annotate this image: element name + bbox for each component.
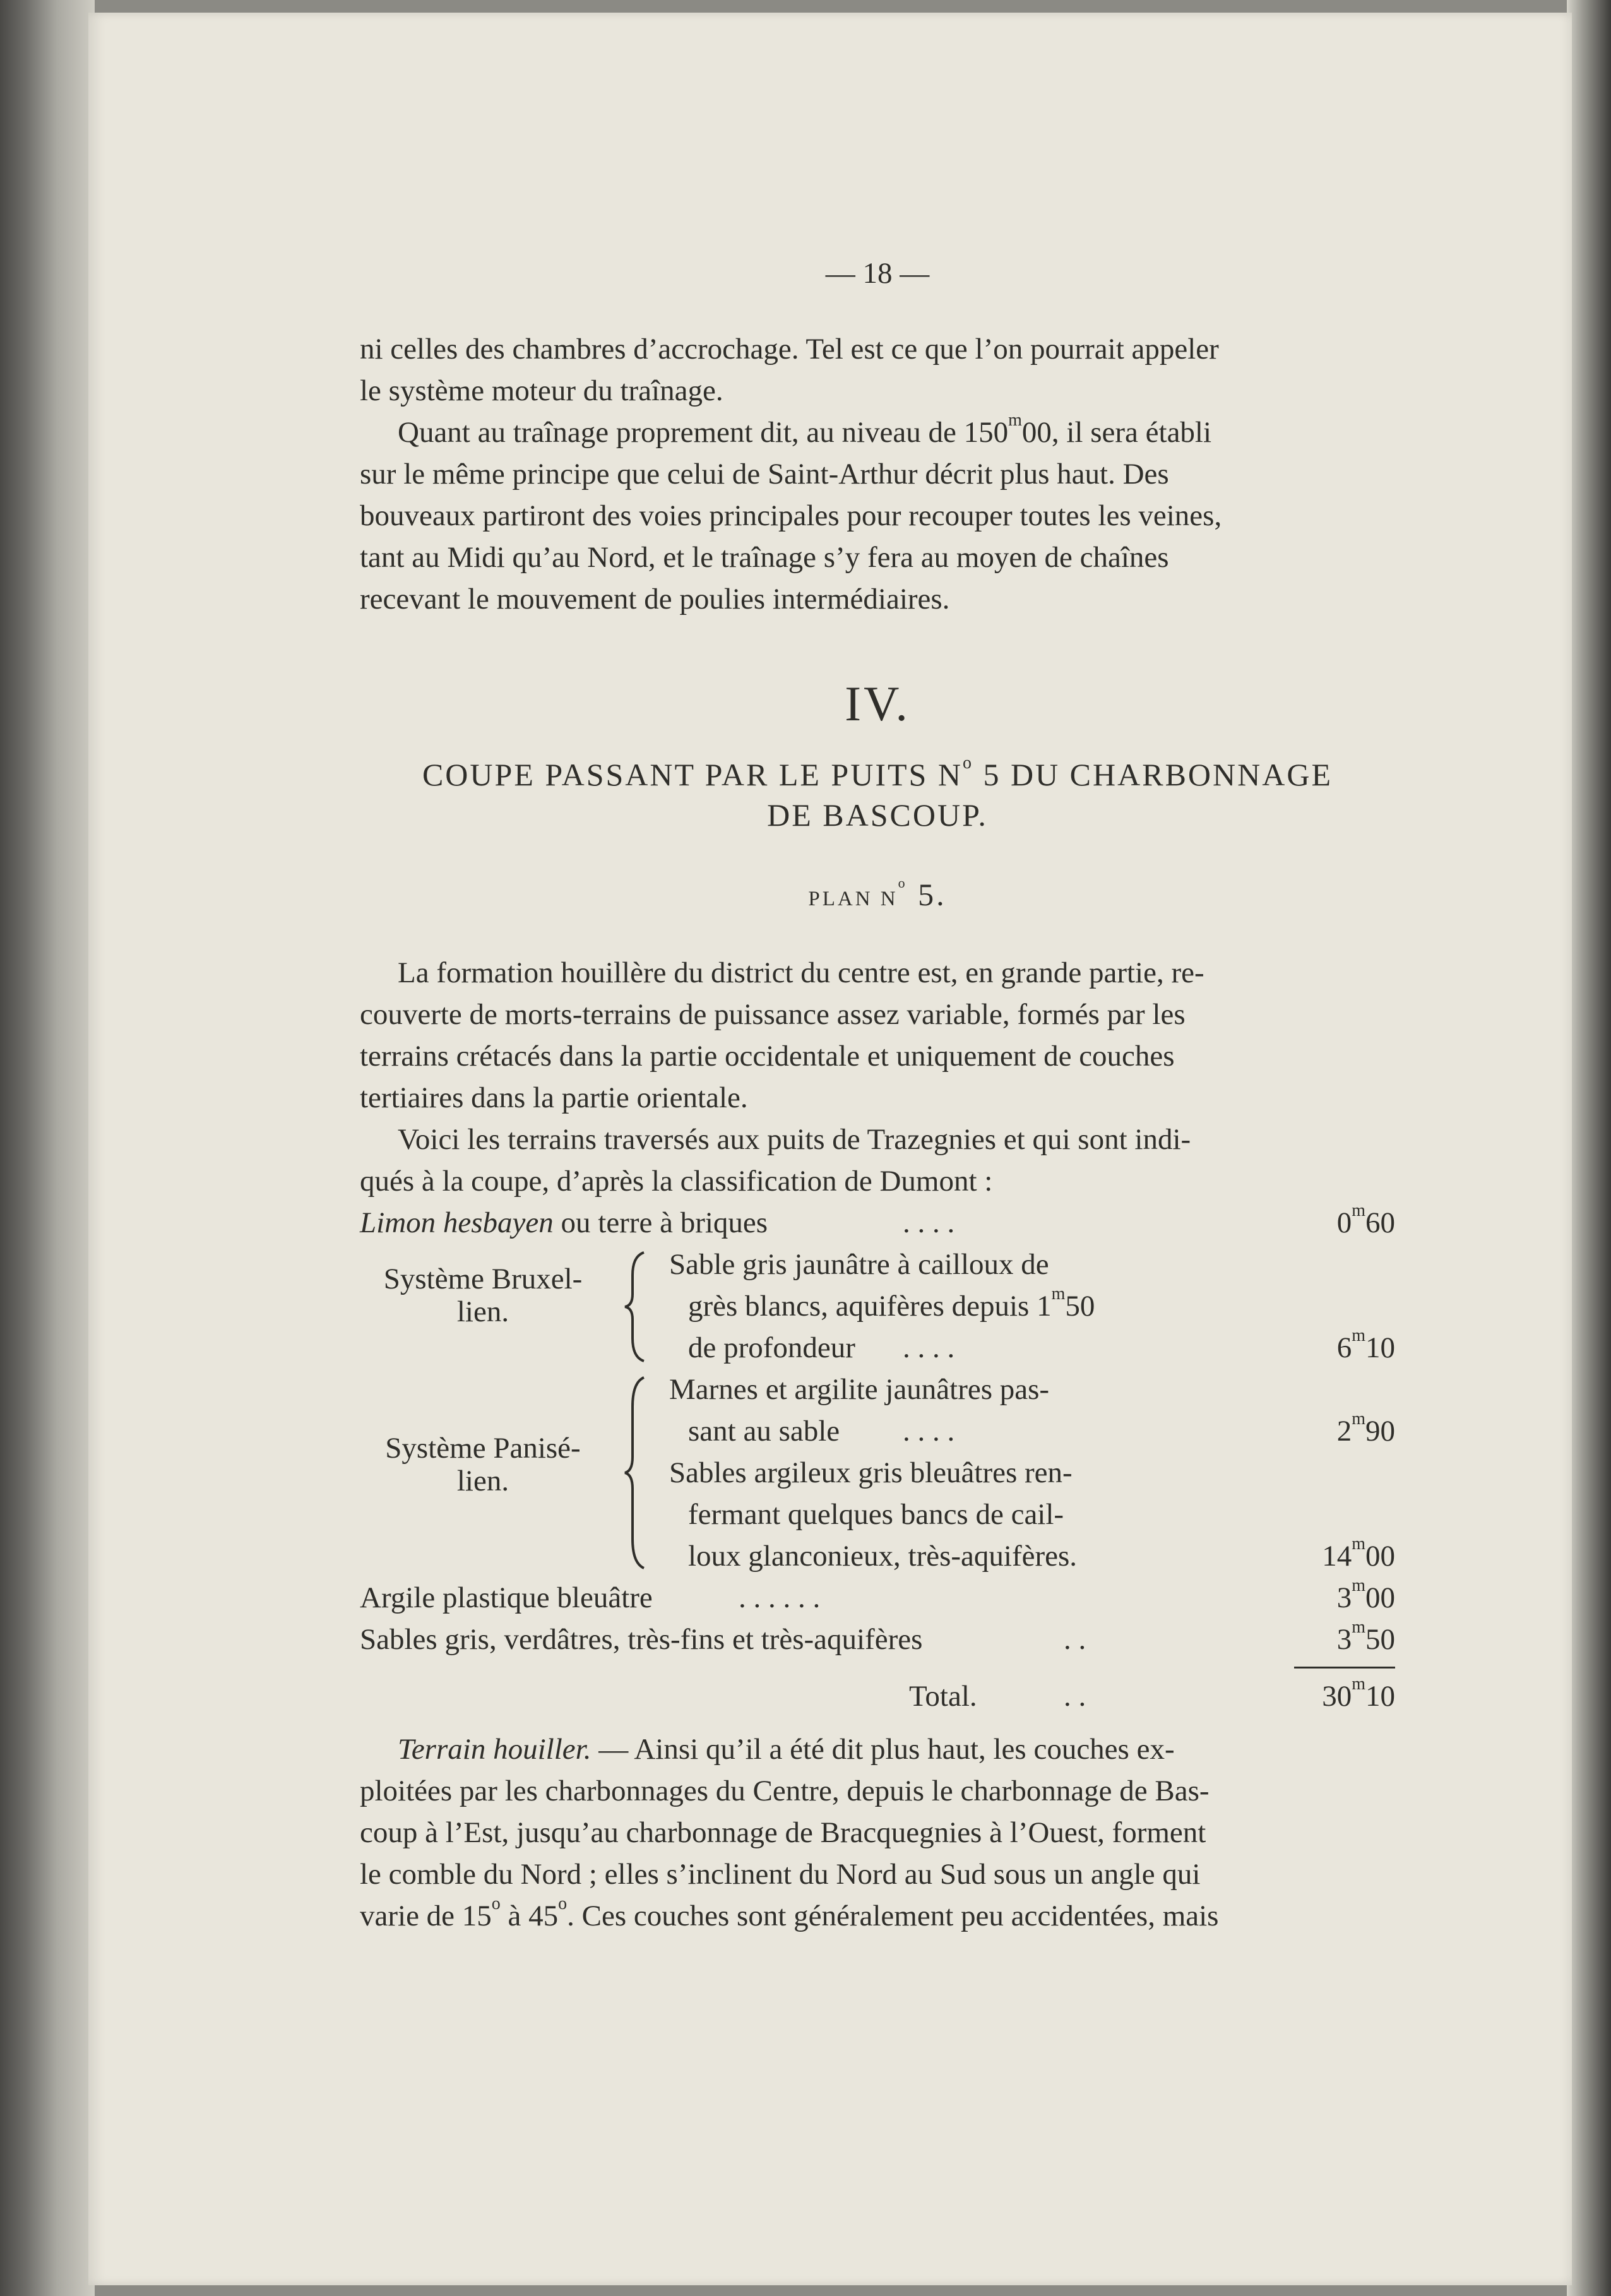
text-span: 0 — [1336, 1206, 1352, 1239]
text-line: tant au Midi qu’au Nord, et le traînage s’y fera au moyen de chaînes — [360, 541, 1169, 574]
paragraph-1 — [360, 328, 1395, 412]
text-span: lien. — [456, 1295, 509, 1328]
strata-desc-line: Sables argileux gris bleuâtres ren- — [669, 1456, 1073, 1489]
superscript: m — [1352, 1409, 1365, 1429]
page-number — [360, 253, 1395, 294]
strata-table — [360, 1202, 1395, 1720]
text-span: varie de 15 — [360, 1900, 492, 1932]
strata-value — [1337, 1327, 1395, 1369]
brace-icon — [619, 1375, 657, 1571]
text-line: le système moteur du traînage. — [360, 374, 723, 407]
text-span: à 45 — [500, 1900, 559, 1932]
text-span: Système Bruxel- — [383, 1263, 583, 1295]
leader-dots: . . . . . . — [739, 1581, 821, 1614]
strata-group-bruxellien — [360, 1244, 1395, 1369]
text-span: — Ainsi qu’il a été dit plus haut, les couches ex- — [591, 1733, 1175, 1766]
strata-row-limon — [360, 1202, 1395, 1244]
strata-desc-line — [688, 1327, 855, 1369]
strata-value — [1337, 1619, 1395, 1660]
section-title — [360, 754, 1395, 835]
strata-desc-line — [688, 1285, 1095, 1327]
text-span: lien. — [456, 1465, 509, 1497]
text-span: Limon hesbayen — [360, 1206, 554, 1239]
strata-value — [1322, 1675, 1395, 1717]
text-line: le comble du Nord ; elles s’inclinent du Nord au Sud sous un angle qui — [360, 1858, 1201, 1891]
text-span: 30 — [1322, 1680, 1352, 1713]
strata-desc-line: fermant quelques bancs de cail- — [688, 1498, 1064, 1531]
text-span: 50 — [1365, 1623, 1395, 1656]
leader-dots: . . . . — [903, 1331, 955, 1364]
text-line: couverte de morts-terrains de puissance assez variable, formés par les — [360, 998, 1186, 1031]
strata-row-total — [360, 1675, 1395, 1717]
strata-desc-line: sant au sable — [688, 1415, 840, 1448]
superscript: m — [1352, 1201, 1365, 1220]
text-line: recevant le mouvement de poulies intermédiaires. — [360, 583, 950, 616]
section-title-line-1 — [360, 754, 1395, 795]
superscript: o — [558, 1894, 568, 1913]
text-span: ou terre à briques — [553, 1206, 768, 1239]
text-line: terrains crétacés dans la partie occidentale et uniquement de couches — [360, 1040, 1175, 1073]
text-span: Système Panisé- — [385, 1432, 581, 1465]
superscript: m — [1352, 1617, 1365, 1637]
text-line: tertiaires dans la partie orientale. — [360, 1081, 748, 1114]
strata-desc-line: loux glanconieux, très-aquifères. — [688, 1540, 1078, 1573]
superscript: o — [962, 753, 973, 773]
book-edge-right — [1567, 0, 1611, 2296]
text-span: Terrain houiller. — [398, 1733, 591, 1766]
text-line — [360, 1728, 1395, 1770]
book-binding-left — [0, 0, 95, 2296]
text-span: 10 — [1365, 1331, 1395, 1364]
strata-value — [1337, 1577, 1395, 1619]
text-span: 6 — [1336, 1331, 1352, 1364]
strata-group-paniselien — [360, 1369, 1395, 1577]
text-line: coup à l’Est, jusqu’au charbonnage de Bracquegnies à l’Ouest, forment — [360, 1816, 1206, 1849]
superscript: m — [1051, 1284, 1066, 1304]
superscript: m — [1352, 1534, 1365, 1554]
text-span: 2 — [1336, 1415, 1352, 1448]
paragraph-5 — [360, 1728, 1395, 1937]
text-span: 5. — [907, 877, 947, 912]
text-line: Voici les terrains traversés aux puits de Trazegnies et qui sont indi- — [398, 1123, 1191, 1156]
text-span: Argile plastique bleuâtre — [360, 1581, 653, 1614]
paragraph-4 — [360, 1119, 1395, 1202]
section-number: IV. — [845, 676, 910, 731]
strata-desc-line: Marnes et argilite jaunâtres pas- — [669, 1373, 1050, 1406]
strata-value — [1337, 1410, 1395, 1452]
strata-row-sables — [360, 1619, 1395, 1660]
superscript: m — [1352, 1326, 1365, 1345]
leader-dots: . . . . — [903, 1206, 955, 1239]
text-span: 3 — [1336, 1623, 1352, 1656]
text-span: COUPE PASSANT PAR LE PUITS N — [422, 757, 963, 792]
text-span: 90 — [1365, 1415, 1395, 1448]
strata-value — [1337, 1202, 1395, 1244]
text-span: 5 DU CHARBONNAGE — [973, 757, 1333, 792]
superscript: m — [1352, 1674, 1365, 1694]
superscript: m — [1352, 1576, 1365, 1595]
text-span: 00, il sera établi — [1021, 416, 1212, 449]
strata-desc-line: Sable gris jaunâtre à cailloux de — [669, 1248, 1049, 1281]
text-span: 14 — [1322, 1540, 1352, 1573]
text-span: grès blancs, aquifères depuis 1 — [688, 1290, 1052, 1323]
system-name — [360, 1263, 606, 1328]
section-title-line-2: DE BASCOUP. — [767, 797, 988, 833]
text-span: Total. — [909, 1680, 977, 1713]
text-line: La formation houillère du district du centre est, en grande partie, re- — [398, 956, 1204, 989]
leader-dots: . . — [1064, 1680, 1086, 1713]
total-rule — [1294, 1667, 1395, 1668]
text-line: sur le même principe que celui de Saint-Arthur décrit plus haut. Des — [360, 458, 1169, 491]
text-line: qués à la coupe, d’après la classification de Dumont : — [360, 1165, 993, 1198]
superscript: o — [898, 875, 908, 891]
text-span: PLAN N — [808, 888, 898, 910]
text-line: ploitées par les charbonnages du Centre, depuis le charbonnage de Bas- — [360, 1775, 1210, 1807]
brace-icon — [619, 1250, 657, 1364]
paragraph-3 — [360, 952, 1395, 1119]
text-span: 00 — [1365, 1581, 1395, 1614]
text-span: 60 — [1365, 1206, 1395, 1239]
strata-value — [1322, 1535, 1395, 1577]
strata-row-argile — [360, 1577, 1395, 1619]
text-span: . Ces couches sont généralement peu accidentées, mais — [567, 1900, 1219, 1932]
superscript: o — [491, 1894, 501, 1913]
text-span: de profondeur — [688, 1331, 855, 1364]
system-name — [360, 1432, 606, 1497]
leader-dots: . . . . — [903, 1415, 955, 1448]
text-span: 3 — [1336, 1581, 1352, 1614]
text-span: 00 — [1365, 1540, 1395, 1573]
text-line: ni celles des chambres d’accrochage. Tel est ce que l’on pourrait appeler — [360, 333, 1219, 366]
text-span: Sables gris, verdâtres, très-fins et très-aquifères — [360, 1623, 923, 1656]
text-line — [360, 1895, 1395, 1937]
paragraph-2 — [360, 412, 1395, 620]
text-line — [360, 412, 1395, 453]
page-number-text: — 18 — — [825, 257, 930, 290]
plan-label — [360, 874, 1395, 919]
text-line: bouveaux partiront des voies principales pour recouper toutes les veines, — [360, 499, 1222, 532]
leader-dots: . . — [1064, 1623, 1086, 1656]
superscript: m — [1008, 410, 1022, 430]
text-span: Quant au traînage proprement dit, au niveau de 150 — [398, 416, 1009, 449]
text-span: 10 — [1365, 1680, 1395, 1713]
text-span: 50 — [1065, 1290, 1095, 1323]
